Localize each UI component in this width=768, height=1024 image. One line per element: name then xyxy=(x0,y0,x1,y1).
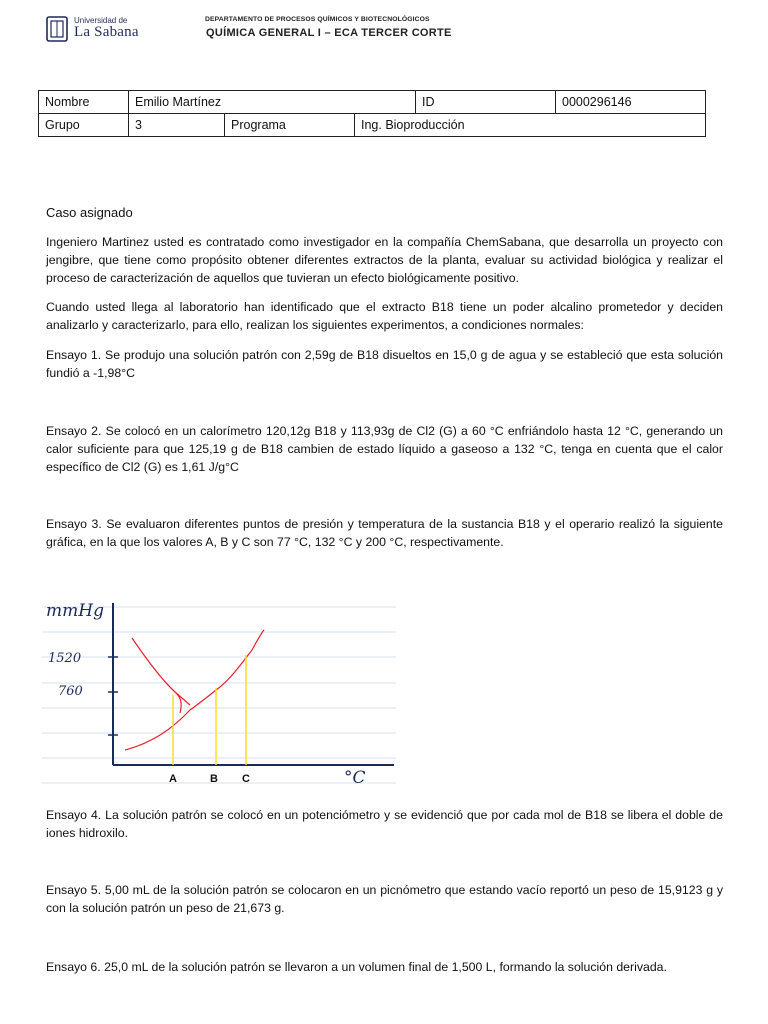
nombre-value: Emilio Martínez xyxy=(129,91,416,114)
paragraph-intro: Ingeniero Martinez usted es contratado como investigador en la compañía ChemSabana, que desarrolla un proyecto con jengibre, que tiene como propósito obtener diferentes extractos de la planta, evaluar su actividad biológica y realizar el proceso de caracterización de aquellos que tuvieran un efecto biológicamente positivo. xyxy=(46,235,723,286)
department-name: DEPARTAMENTO DE PROCESOS QUÍMICOS Y BIOTECNOLÓGICOS xyxy=(205,16,430,23)
x-label-b: B xyxy=(210,773,218,785)
grupo-label: Grupo xyxy=(39,114,129,137)
course-title: QUÍMICA GENERAL I – ECA TERCER CORTE xyxy=(206,27,452,39)
table-row xyxy=(39,114,706,137)
y-tick-label-1520: 1520 xyxy=(48,651,82,666)
ensayo-3: Ensayo 3. Se evaluaron diferentes puntos de presión y temperatura de la sustancia B18 y el operario realizó la siguiente gráfica, en la que los valores A, B y C son 77 °C, 132 °C y 200 °C, respectivamente. xyxy=(46,517,723,550)
ensayo-1: Ensayo 1. Se produjo una solución patrón con 2,59g de B18 disueltos en 15,0 g de agua y se estableció que esta solución fundió a -1,98°C xyxy=(46,348,723,381)
ensayo-2: Ensayo 2. Se colocó en un calorímetro 120,12g B18 y 113,93g de Cl2 (G) a 60 °C enfriándolo hasta 12 °C, generando un calor suficiente para que 125,19 g de B18 cambien de estado líquido a gaseoso a 132 °C, tenga en cuenta que el calor específico de Cl2 (G) es 1,61 J/g°C xyxy=(46,424,723,475)
id-label: ID xyxy=(416,91,556,114)
student-info-table xyxy=(38,90,706,137)
university-seal-icon xyxy=(46,16,68,42)
triple-connector xyxy=(175,692,190,705)
y-axis-label: mmHg xyxy=(46,601,104,621)
table-row xyxy=(39,91,706,114)
x-label-c: C xyxy=(242,773,250,785)
ensayo-5: Ensayo 5. 5,00 mL de la solución patrón se colocaron en un picnómetro que estando vacío reportó un peso de 15,9123 g y con la solución patrón un peso de 21,673 g. xyxy=(46,883,723,916)
id-value: 0000296146 xyxy=(556,91,706,114)
logo-small-text: Universidad de xyxy=(74,16,128,25)
y-tick-label-760: 760 xyxy=(58,684,83,699)
section-heading: Caso asignado xyxy=(46,205,133,220)
ensayo-6: Ensayo 6. 25,0 mL de la solución patrón se llevaron a un volumen final de 1,500 L, formando la solución derivada. xyxy=(46,960,667,974)
grid-lines xyxy=(42,607,396,783)
x-label-a: A xyxy=(169,773,177,785)
ensayo-4: Ensayo 4. La solución patrón se colocó en un potenciómetro y se evidenció que por cada mol de B18 se libera el doble de iones hidroxilo. xyxy=(46,808,723,841)
fusion-curve xyxy=(132,638,181,713)
paragraph-context: Cuando usted llega al laboratorio han identificado que el extracto B18 tiene un poder alcalino prometedor y deciden analizarlo y caracterizarlo, para ello, realizan los siguientes experimentos, a condiciones normales: xyxy=(46,300,723,333)
university-logo xyxy=(46,15,158,45)
programa-label: Programa xyxy=(225,114,355,137)
nombre-label: Nombre xyxy=(39,91,129,114)
logo-big-text: La Sabana xyxy=(74,24,139,40)
grupo-value: 3 xyxy=(129,114,225,137)
x-axis-label: °C xyxy=(344,768,366,788)
vaporization-curve xyxy=(220,630,264,687)
programa-value: Ing. Bioproducción xyxy=(355,114,706,137)
phase-diagram xyxy=(42,595,396,795)
